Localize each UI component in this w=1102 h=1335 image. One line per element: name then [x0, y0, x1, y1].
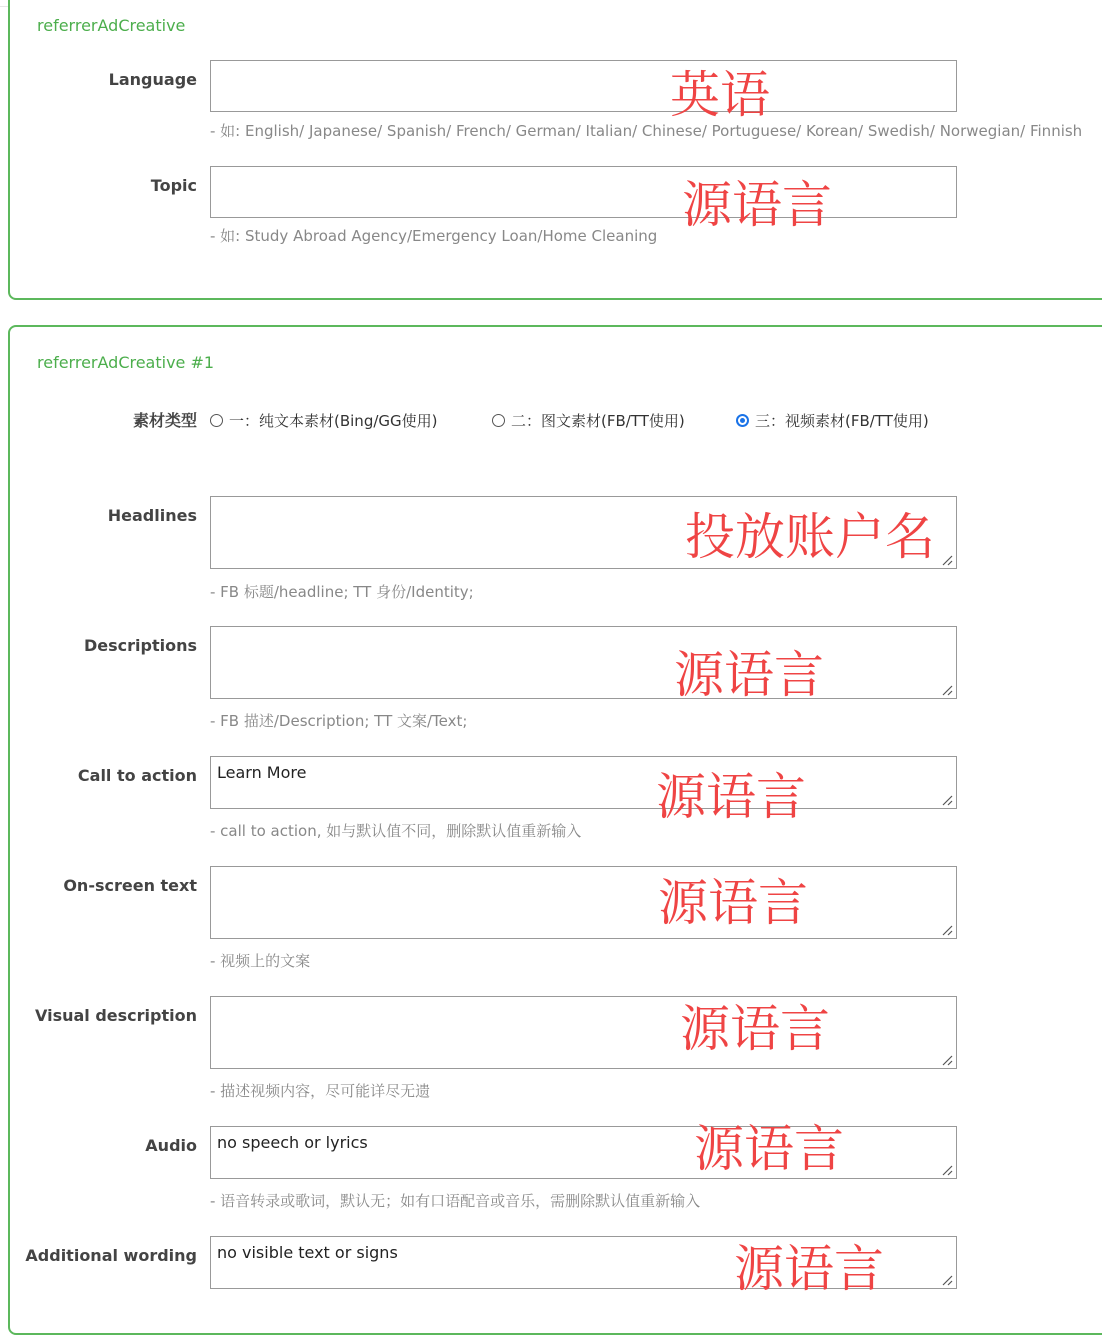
descriptions-label: Descriptions: [83, 636, 197, 655]
radio-checked-icon[interactable]: [736, 414, 749, 427]
annotation-descriptions: 源语言: [674, 646, 824, 704]
annotation-additional-wording: 源语言: [734, 1240, 884, 1298]
visual-description-label: Visual description: [34, 1006, 197, 1025]
material-type-option-label: 二：图文素材(FB/TT使用): [511, 412, 685, 430]
fieldset-legend: referrerAdCreative: [37, 16, 186, 35]
headlines-textarea[interactable]: [210, 496, 957, 569]
material-type-option-text[interactable]: [210, 410, 438, 431]
fieldset-referrer-ad-creative: [8, 0, 1102, 300]
visual-description-hint: - 描述视频内容，尽可能详尽无遗: [210, 1082, 431, 1100]
topic-input[interactable]: [210, 166, 957, 218]
topic-hint: - 如: Study Abroad Agency/Emergency Loan/Home Cleaning: [210, 227, 658, 245]
resize-grip-icon[interactable]: [940, 683, 953, 696]
language-hint: - 如: English/ Japanese/ Spanish/ French/ German/ Italian/ Chinese/ Portuguese/ Korean/ Swedish/ Norwegian/ Finnish: [210, 122, 1083, 140]
onscreen-text-hint: - 视频上的文案: [210, 952, 311, 970]
annotation-topic: 源语言: [682, 176, 832, 234]
resize-grip-icon[interactable]: [940, 1163, 953, 1176]
headlines-hint: - FB 标题/headline; TT 身份/Identity;: [210, 583, 474, 601]
resize-grip-icon[interactable]: [940, 923, 953, 936]
call-to-action-label: Call to action: [77, 766, 197, 785]
annotation-audio: 源语言: [694, 1120, 844, 1178]
material-type-option-label: 三：视频素材(FB/TT使用): [755, 412, 929, 430]
material-type-option-image[interactable]: [492, 410, 685, 431]
annotation-headlines: 投放账户名: [685, 508, 935, 566]
audio-hint: - 语音转录或歌词，默认无；如有口语配音或音乐，需删除默认值重新输入: [210, 1192, 701, 1210]
descriptions-textarea[interactable]: [210, 626, 957, 704]
radio-unchecked-icon[interactable]: [210, 414, 223, 427]
resize-grip-icon[interactable]: [940, 793, 953, 806]
resize-grip-icon[interactable]: [940, 553, 953, 566]
fieldset-legend-1: referrerAdCreative #1: [37, 353, 215, 372]
additional-wording-label: Additional wording: [25, 1246, 197, 1265]
language-input[interactable]: [210, 60, 957, 112]
resize-grip-icon[interactable]: [940, 1273, 953, 1286]
onscreen-text-textarea[interactable]: [210, 866, 957, 939]
material-type-label: 素材类型: [132, 411, 197, 430]
call-to-action-hint: - call to action, 如与默认值不同，删除默认值重新输入: [210, 822, 582, 840]
audio-textarea[interactable]: [210, 1120, 957, 1179]
material-type-option-label: 一：纯文本素材(Bing/GG使用): [229, 412, 438, 430]
language-label: Language: [108, 70, 197, 89]
visual-description-textarea[interactable]: [210, 996, 957, 1069]
annotation-language: 英语: [670, 66, 770, 124]
audio-label: Audio: [145, 1136, 197, 1155]
annotation-onscreen-text: 源语言: [658, 874, 808, 932]
call-to-action-textarea[interactable]: [210, 756, 957, 809]
descriptions-hint: - FB 描述/Description; TT 文案/Text;: [210, 712, 468, 730]
additional-wording-textarea[interactable]: [210, 1236, 957, 1289]
material-type-option-video[interactable]: [736, 410, 929, 431]
annotation-call-to-action: 源语言: [656, 768, 806, 826]
resize-grip-icon[interactable]: [940, 1053, 953, 1066]
radio-unchecked-icon[interactable]: [492, 414, 505, 427]
annotation-visual-description: 源语言: [680, 1000, 830, 1058]
headlines-label: Headlines: [107, 506, 197, 525]
topic-label: Topic: [150, 176, 197, 195]
onscreen-text-label: On-screen text: [63, 876, 197, 895]
